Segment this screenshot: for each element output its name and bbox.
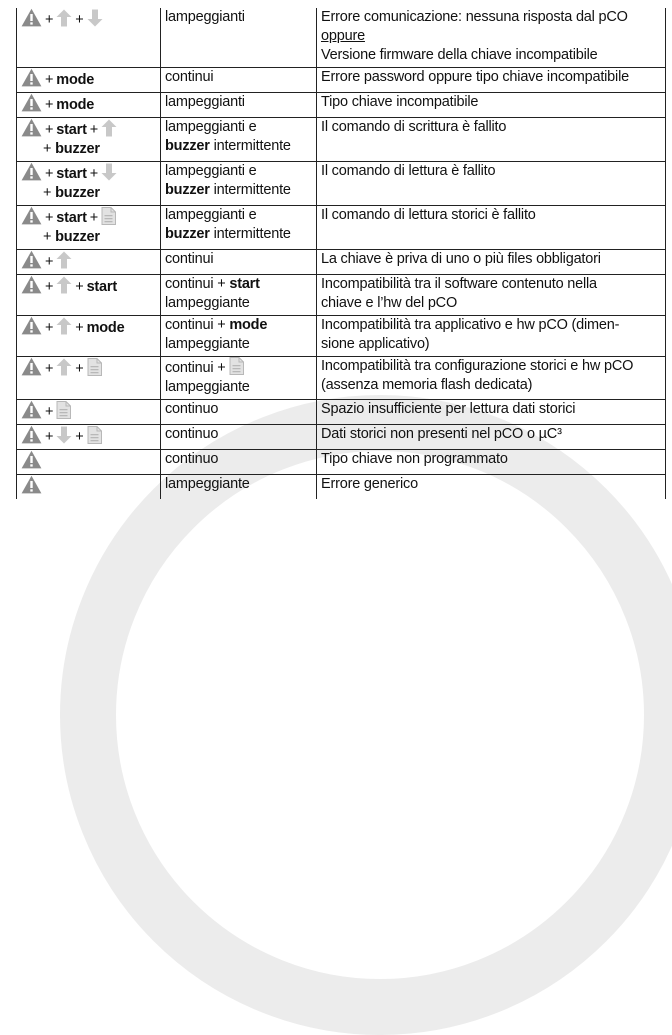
warning-triangle-icon (21, 425, 42, 444)
mode-key-label: mode (229, 317, 268, 333)
led-state-line: lampeggiante (165, 379, 250, 395)
table-row (17, 93, 666, 118)
led-state-cell: continuo (161, 425, 317, 450)
meaning-cell: Il comando di lettura storici è fallito (317, 206, 666, 250)
table-row (17, 357, 666, 400)
warning-triangle-icon (21, 316, 42, 335)
led-state-line: lampeggiante (165, 295, 250, 311)
signal-cell (17, 206, 161, 250)
signal-cell (17, 400, 161, 425)
plus-sign: + (75, 12, 84, 28)
buzzer-label: buzzer (55, 185, 100, 201)
meaning-cell: Spazio insufficiente per lettura dati storici (317, 400, 666, 425)
table-row (17, 400, 666, 425)
led-state-cell: lampeggiante (161, 475, 317, 500)
table-row (17, 68, 666, 93)
plus-sign: + (45, 361, 54, 377)
warning-triangle-icon (21, 206, 42, 225)
meaning-line: Errore comunicazione: nessuna risposta dal pCO (321, 9, 628, 25)
plus-sign: + (45, 12, 54, 28)
meaning-cell: Il comando di scrittura è fallito (317, 118, 666, 162)
signal-cell (17, 162, 161, 206)
led-state-line: lampeggianti e (165, 207, 257, 223)
warning-triangle-icon (21, 118, 42, 137)
table-row (17, 118, 666, 162)
start-key-label: start (56, 210, 87, 226)
plus-sign: + (43, 229, 52, 245)
warning-triangle-icon (21, 475, 42, 494)
led-state-cell: continuo (161, 400, 317, 425)
meaning-line: oppure (321, 28, 365, 44)
start-key-label: start (229, 276, 260, 292)
warning-triangle-icon (21, 250, 42, 269)
signal-cell (17, 275, 161, 316)
signal-cell (17, 250, 161, 275)
led-state-line: lampeggiante (165, 336, 250, 352)
warning-triangle-icon (21, 93, 42, 112)
table-row (17, 275, 666, 316)
table-row (17, 250, 666, 275)
up-arrow-icon (56, 358, 72, 376)
led-state-cell: lampeggianti (161, 93, 317, 118)
meaning-cell (317, 275, 666, 316)
meaning-line: Versione firmware della chiave incompatibile (321, 47, 598, 63)
error-table (16, 8, 666, 499)
warning-triangle-icon (21, 162, 42, 181)
down-arrow-icon (56, 426, 72, 444)
led-state-line: intermittente (213, 138, 291, 154)
meaning-cell: Errore generico (317, 475, 666, 500)
warning-triangle-icon (21, 8, 42, 27)
table-row (17, 206, 666, 250)
meaning-cell (317, 316, 666, 357)
led-state-cell (161, 206, 317, 250)
led-state-line: continui + (165, 317, 226, 333)
buzzer-label: buzzer (55, 229, 100, 245)
up-arrow-icon (56, 9, 72, 27)
led-state-line: continui + (165, 276, 226, 292)
plus-sign: + (45, 429, 54, 445)
meaning-line: Incompatibilità tra applicativo e hw pCO (dimen- (321, 317, 620, 333)
table-row (17, 8, 666, 68)
meaning-cell: Errore password oppure tipo chiave incompatibile (317, 68, 666, 93)
down-arrow-icon (101, 163, 117, 181)
led-state-cell: continuo (161, 450, 317, 475)
start-key-label: start (86, 279, 117, 295)
warning-triangle-icon (21, 68, 42, 87)
meaning-cell: La chiave è priva di uno o più files obbligatori (317, 250, 666, 275)
meaning-line: sione applicativo) (321, 336, 430, 352)
warning-triangle-icon (21, 357, 42, 376)
up-arrow-icon (56, 251, 72, 269)
led-state-line: intermittente (213, 182, 291, 198)
led-state-line: continui + (165, 360, 226, 376)
plus-sign: + (45, 279, 54, 295)
signal-cell (17, 118, 161, 162)
document-icon (87, 358, 102, 376)
led-state-cell (161, 118, 317, 162)
up-arrow-icon (56, 276, 72, 294)
table-row (17, 450, 666, 475)
meaning-line: (assenza memoria flash dedicata) (321, 377, 533, 393)
buzzer-label: buzzer (55, 141, 100, 157)
led-state-cell: lampeggianti (161, 8, 317, 68)
document-icon (229, 357, 244, 375)
document-icon (87, 426, 102, 444)
warning-triangle-icon (21, 275, 42, 294)
plus-sign: + (43, 141, 52, 157)
plus-sign: + (45, 122, 54, 138)
start-key-label: start (56, 166, 87, 182)
signal-cell (17, 8, 161, 68)
plus-sign: + (89, 210, 98, 226)
meaning-cell (317, 8, 666, 68)
up-arrow-icon (101, 119, 117, 137)
meaning-cell (317, 357, 666, 400)
led-state-line: lampeggianti e (165, 119, 257, 135)
buzzer-label: buzzer (165, 182, 210, 198)
led-state-line: intermittente (213, 226, 291, 242)
meaning-cell: Il comando di lettura è fallito (317, 162, 666, 206)
plus-sign: + (45, 72, 54, 88)
plus-sign: + (75, 361, 84, 377)
plus-sign: + (45, 404, 54, 420)
led-state-cell (161, 316, 317, 357)
plus-sign: + (75, 279, 84, 295)
mode-key-label: mode (56, 97, 95, 113)
plus-sign: + (45, 210, 54, 226)
start-key-label: start (56, 122, 87, 138)
plus-sign: + (45, 97, 54, 113)
meaning-cell: Tipo chiave non programmato (317, 450, 666, 475)
warning-triangle-icon (21, 450, 42, 469)
plus-sign: + (75, 429, 84, 445)
plus-sign: + (45, 320, 54, 336)
meaning-line: Incompatibilità tra configurazione storici e hw pCO (321, 358, 634, 374)
buzzer-label: buzzer (165, 138, 210, 154)
plus-sign: + (43, 185, 52, 201)
up-arrow-icon (56, 317, 72, 335)
table-row (17, 316, 666, 357)
meaning-line: Incompatibilità tra il software contenuto nella (321, 276, 597, 292)
warning-triangle-icon (21, 400, 42, 419)
buzzer-label: buzzer (165, 226, 210, 242)
table-row (17, 425, 666, 450)
signal-cell (17, 425, 161, 450)
signal-cell (17, 450, 161, 475)
led-state-cell (161, 357, 317, 400)
table-row (17, 475, 666, 500)
meaning-cell: Dati storici non presenti nel pCO o µC³ (317, 425, 666, 450)
led-state-cell (161, 275, 317, 316)
signal-cell (17, 357, 161, 400)
meaning-cell: Tipo chiave incompatibile (317, 93, 666, 118)
mode-key-label: mode (86, 320, 125, 336)
plus-sign: + (89, 166, 98, 182)
plus-sign: + (45, 166, 54, 182)
plus-sign: + (75, 320, 84, 336)
signal-cell (17, 316, 161, 357)
led-state-line: lampeggianti e (165, 163, 257, 179)
led-state-cell (161, 162, 317, 206)
signal-cell (17, 93, 161, 118)
down-arrow-icon (87, 9, 103, 27)
led-state-cell: continui (161, 68, 317, 93)
signal-cell (17, 68, 161, 93)
led-state-cell: continui (161, 250, 317, 275)
document-icon (56, 401, 71, 419)
plus-sign: + (89, 122, 98, 138)
signal-cell (17, 475, 161, 500)
plus-sign: + (45, 254, 54, 270)
document-icon (101, 207, 116, 225)
table-row (17, 162, 666, 206)
meaning-line: chiave e l’hw del pCO (321, 295, 458, 311)
mode-key-label: mode (56, 72, 95, 88)
